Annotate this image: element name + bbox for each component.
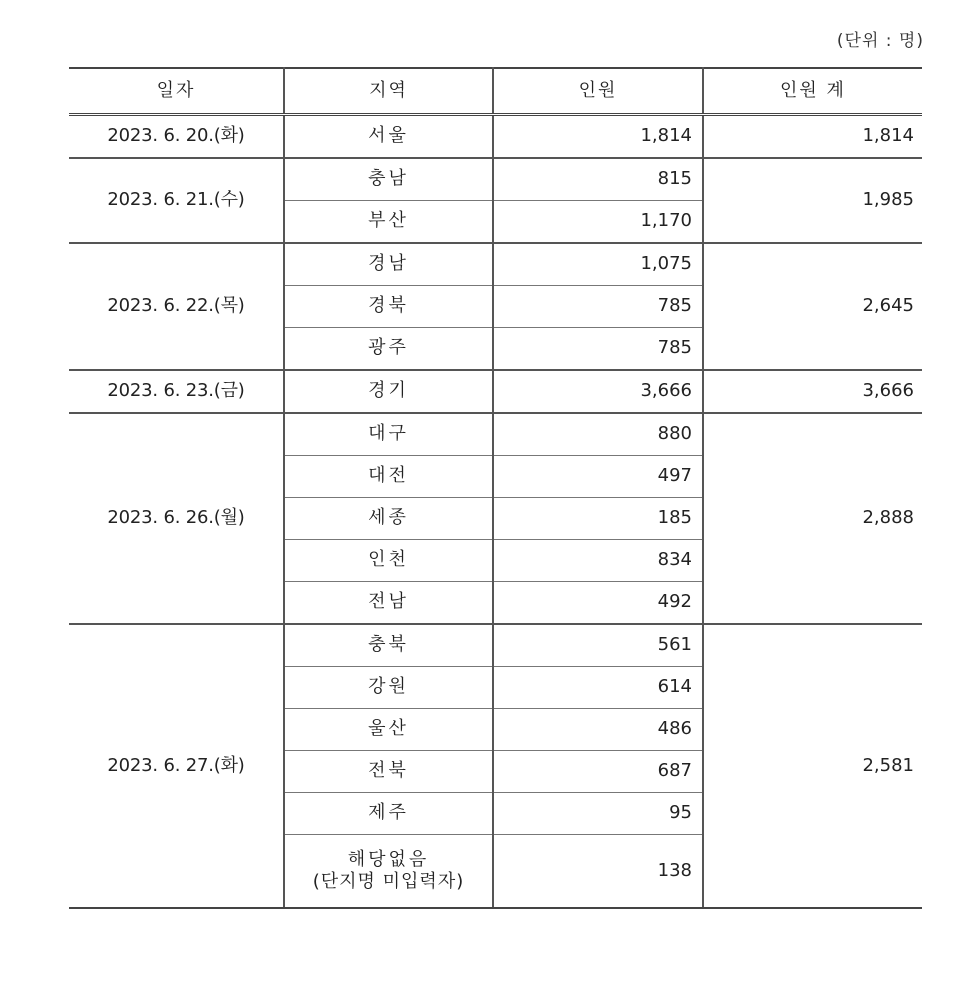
table-row: [69, 624, 922, 667]
count-cell: 492: [493, 582, 703, 625]
region-cell: 경북: [284, 286, 493, 328]
date-cell: 2023. 6. 23.(금): [69, 370, 284, 413]
region-cell: 충북: [284, 624, 493, 667]
region-cell: 제주: [284, 793, 493, 835]
table-header: [69, 68, 922, 115]
count-cell: 614: [493, 667, 703, 709]
region-name: 해당없음: [347, 848, 430, 870]
header-row: [69, 68, 922, 115]
header-date: 일자: [69, 68, 284, 115]
data-table: [69, 67, 922, 909]
count-cell: 785: [493, 286, 703, 328]
table-row: [69, 158, 922, 201]
total-cell: 2,888: [703, 413, 922, 624]
date-group: [69, 115, 922, 159]
table-row: [69, 370, 922, 413]
count-cell: 561: [493, 624, 703, 667]
header-region: 지역: [284, 68, 493, 115]
region-cell: 인천: [284, 540, 493, 582]
region-cell: 충남: [284, 158, 493, 201]
count-cell: 497: [493, 456, 703, 498]
total-cell: 2,581: [703, 624, 922, 908]
region-cell: 서울: [284, 115, 493, 159]
date-cell: 2023. 6. 27.(화): [69, 624, 284, 908]
count-cell: 95: [493, 793, 703, 835]
region-cell: 세종: [284, 498, 493, 540]
date-cell: 2023. 6. 22.(목): [69, 243, 284, 370]
count-cell: 834: [493, 540, 703, 582]
count-cell: 1,075: [493, 243, 703, 286]
date-group: [69, 243, 922, 370]
count-cell: 3,666: [493, 370, 703, 413]
table-row: [69, 243, 922, 286]
count-cell: 138: [493, 835, 703, 909]
count-cell: 185: [493, 498, 703, 540]
region-cell: 광주: [284, 328, 493, 371]
count-cell: 880: [493, 413, 703, 456]
region-cell: [284, 835, 493, 909]
total-cell: 3,666: [703, 370, 922, 413]
unit-label: (단위 : 명): [836, 31, 924, 51]
region-cell: 대전: [284, 456, 493, 498]
count-cell: 815: [493, 158, 703, 201]
count-cell: 785: [493, 328, 703, 371]
total-cell: 2,645: [703, 243, 922, 370]
date-group: [69, 158, 922, 243]
count-cell: 687: [493, 751, 703, 793]
region-cell: 강원: [284, 667, 493, 709]
region-cell: 전남: [284, 582, 493, 625]
region-cell: 대구: [284, 413, 493, 456]
count-cell: 486: [493, 709, 703, 751]
count-cell: 1,814: [493, 115, 703, 159]
region-cell: 경기: [284, 370, 493, 413]
date-cell: 2023. 6. 21.(수): [69, 158, 284, 243]
count-cell: 1,170: [493, 201, 703, 244]
date-group: [69, 413, 922, 624]
region-note: (단지명 미입력자): [312, 871, 465, 892]
date-group: [69, 624, 922, 908]
total-cell: 1,985: [703, 158, 922, 243]
region-cell: 경남: [284, 243, 493, 286]
header-count: 인원: [493, 68, 703, 115]
date-cell: 2023. 6. 20.(화): [69, 115, 284, 159]
date-group: [69, 370, 922, 413]
date-cell: 2023. 6. 26.(월): [69, 413, 284, 624]
header-total: 인원 계: [703, 68, 922, 115]
total-cell: 1,814: [703, 115, 922, 159]
region-cell: 울산: [284, 709, 493, 751]
table-row: [69, 115, 922, 159]
table-row: [69, 413, 922, 456]
region-cell: 부산: [284, 201, 493, 244]
region-cell: 전북: [284, 751, 493, 793]
